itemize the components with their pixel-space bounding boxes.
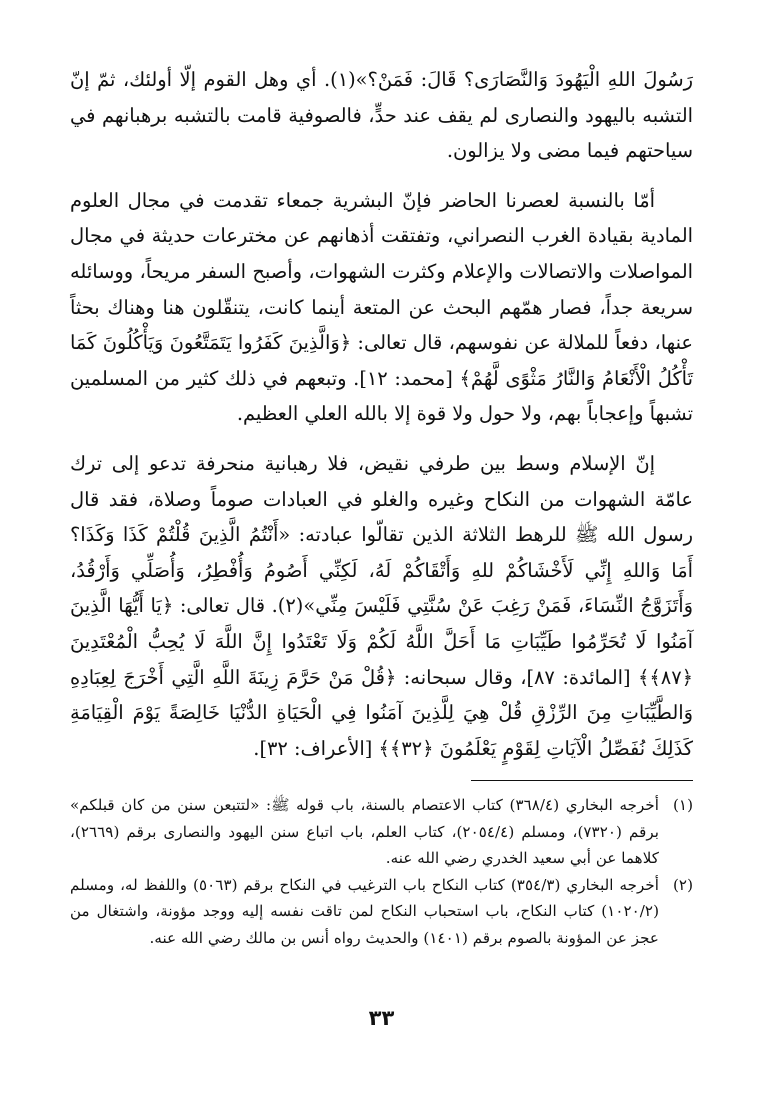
body-text: [70, 62, 693, 766]
page-number: ٣٣: [368, 1006, 395, 1030]
footnote-2: [70, 872, 693, 952]
paragraph-3: إنّ الإسلام وسط بين طرفي نقيض، فلا رهبانية منحرفة تدعو إلى ترك عامّة الشهوات من النكاح وغيره والغلو في العبادات صوماً وصلاة، فقد قال رسول الله ﷺ للرهط الثلاثة الذين تقالّوا عبادته: «أَنْتُمُ الَّذِينَ قُلْتُمْ كَذَا وَكَذَا؟ أَمَا وَاللهِ إِنِّي لَأَخْشَاكُمْ للهِ وَأَتْقَاكُمْ لَهُ، لَكِنِّي أَصُومُ وَأُفْطِرُ، وَأُصَلِّي وَأَرْقُدُ، وَأَتَزَوَّجُ النِّسَاءَ، فَمَنْ رَغِبَ عَنْ سُنَّتِي فَلَيْسَ مِنِّي»(٢). قال تعالى: ﴿يَا أَيُّهَا الَّذِينَ آمَنُوا لَا تُحَرِّمُوا طَيِّبَاتِ مَا أَحَلَّ اللَّهُ لَكُمْ وَلَا تَعْتَدُوا إِنَّ اللَّهَ لَا يُحِبُّ الْمُعْتَدِينَ ﴿٨٧﴾﴾ [المائدة: ٨٧]، وقال سبحانه: ﴿قُلْ مَنْ حَرَّمَ زِينَةَ اللَّهِ الَّتِي أَخْرَجَ لِعِبَادِهِ وَالطَّيِّبَاتِ مِنَ الرِّزْقِ قُلْ هِيَ لِلَّذِينَ آمَنُوا فِي الْحَيَاةِ الدُّنْيَا خَالِصَةً يَوْمَ الْقِيَامَةِ كَذَلِكَ نُفَصِّلُ الْآيَاتِ لِقَوْمٍ يَعْلَمُونَ ﴿٣٢﴾﴾ [الأعراف: ٣٢].: [70, 451, 693, 760]
footnote-1-number: (١): [672, 796, 693, 815]
paragraph-2: أمّا بالنسبة لعصرنا الحاضر فإنّ البشرية جمعاء تقدمت في مجال العلوم المادية بقيادة الغرب النصراني، وتفتقت أذهانهم عن مخترعات حديثة في مجال المواصلات والاتصالات والإعلام وكثرت الشهوات، وأصبح السفر مريحاً، ووسائله سريعة جداً، فصار همّهم البحث عن المتعة أينما كانت، يتنقّلون هنا وهناك بحثاً عنها، دفعاً للملالة عن نفوسهم، قال تعالى: ﴿وَالَّذِينَ كَفَرُوا يَتَمَتَّعُونَ وَيَأْكُلُونَ كَمَا تَأْكُلُ الْأَنْعَامُ وَالنَّارُ مَثْوًى لَّهُمْ﴾ [محمد: ١٢]. وتبعهم في ذلك كثير من المسلمين تشبهاً وإعجاباً بهم، ولا حول ولا قوة إلا بالله العلي العظيم.: [70, 188, 693, 426]
footnote-1-text: أخرجه البخاري (٣٦٨/٤) كتاب الاعتصام بالسنة، باب قوله ﷺ: «لتتبعن سنن من كان قبلكم» برقم (٧٣٢٠)، ومسلم (٢٠٥٤/٤)، كتاب العلم، باب اتباع سنن اليهود والنصارى برقم (٢٦٦٩)، كلاهما عن أبي سعيد الخدري رضي الله عنه.: [70, 796, 660, 868]
footnote-divider: [471, 780, 693, 781]
paragraph-1: رَسُولَ اللهِ الْيَهُودَ وَالنَّصَارَى؟ قَالَ: فَمَنْ؟»(١). أي وهل القوم إلّا أولئك، ثمّ إنّ التشبه باليهود والنصارى لم يقف عند حدٍّ، فالصوفية قامت بالتشبه برهبانهم في سياحتهم فيما مضى ولا يزالون.: [70, 68, 693, 163]
footnote-1: [70, 792, 693, 872]
footnote-2-number: (٢): [672, 875, 693, 894]
footnote-2-text: أخرجه البخاري (٣٥٤/٣) كتاب النكاح باب الترغيب في النكاح برقم (٥٠٦٣) واللفظ له، ومسلم (١٠٢٠/٢) كتاب النكاح، باب استحباب النكاح لمن تاقت نفسه إليه ووجد مؤونة، واشتغال من عجز عن المؤونة بالصوم برقم (١٤٠١) والحديث رواه أنس بن مالك رضي الله عنه.: [70, 875, 659, 947]
footnotes: [70, 792, 693, 951]
